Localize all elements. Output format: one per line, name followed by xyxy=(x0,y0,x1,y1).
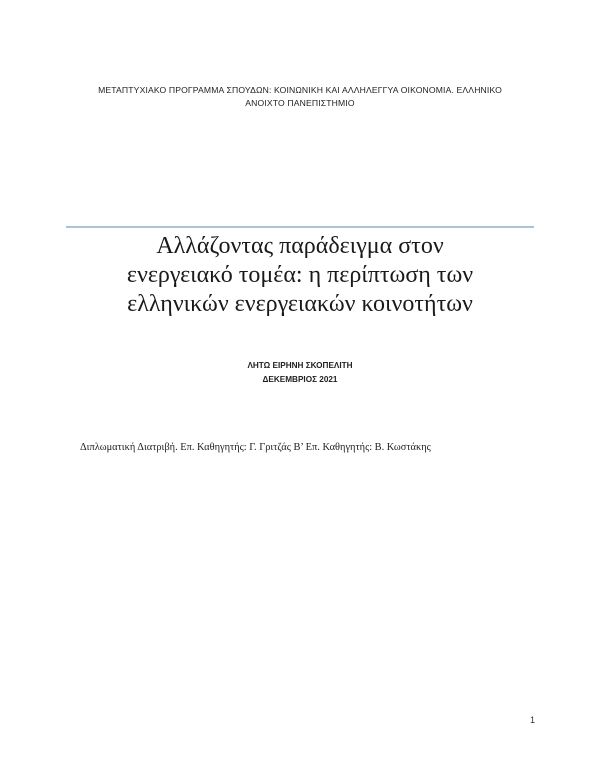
document-title xyxy=(60,232,540,319)
title-line-3: ελληνικών ενεργειακών κοινοτήτων xyxy=(127,291,473,317)
program-header-line-2: ΑΝΟΙΧΤΟ ΠΑΝΕΠΙΣΤΗΜΙΟ xyxy=(245,98,355,108)
title-line-1: Αλλάζοντας παράδειγμα στον xyxy=(156,233,444,259)
author-name: ΛΗΤΩ ΕΙΡΗΝΗ ΣΚΟΠΕΛΙΤΗ xyxy=(247,361,353,370)
title-line-2: ενεργειακό τομέα: η περίπτωση των xyxy=(126,262,474,288)
document-date: ΔΕΚΕΜΒΡΙΟΣ 2021 xyxy=(262,375,338,384)
thesis-supervisors-line: Διπλωματική Διατριβή. Επ. Καθηγητής: Γ. Γριτζάς Β’ Επ. Καθηγητής: Β. Κωστάκης xyxy=(80,442,431,453)
program-header xyxy=(60,84,540,110)
program-header-line-1: ΜΕΤΑΠΤΥΧΙΑΚΟ ΠΡΟΓΡΑΜΜΑ ΣΠΟΥΔΩΝ: ΚΟΙΝΩΝΙΚΗ ΚΑΙ ΑΛΛΗΛΕΓΓΥΑ ΟΙΚΟΝΟΜΙΑ. ΕΛΛΗΝΙΚΟ xyxy=(98,85,502,95)
page-number: 1 xyxy=(529,715,535,725)
title-divider xyxy=(66,226,534,228)
